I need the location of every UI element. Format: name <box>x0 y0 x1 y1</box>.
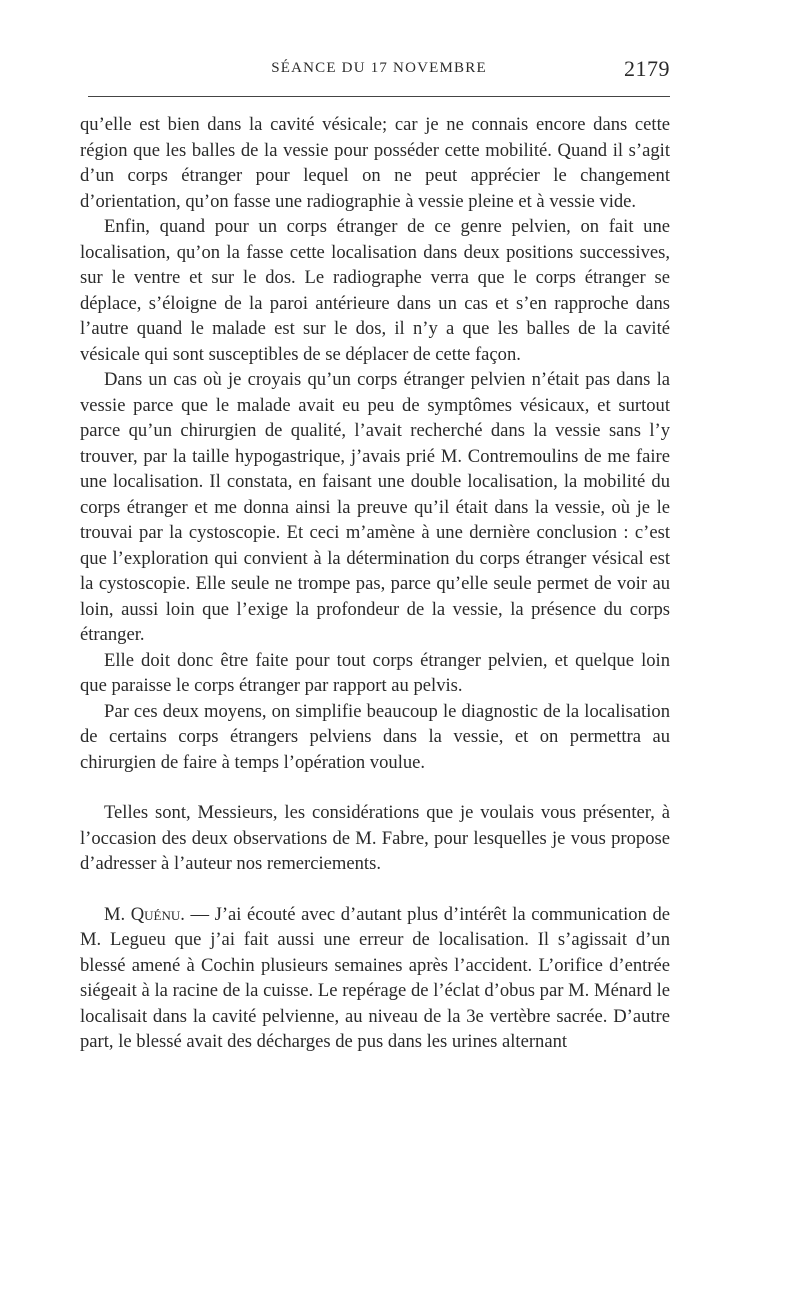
speaker-name: M. Quénu. <box>104 903 185 925</box>
page-number: 2179 <box>624 56 670 81</box>
header-rule <box>88 96 670 97</box>
paragraph: Par ces deux moyens, on simplifie beaucoup le diagnostic de la localisation de certains corps étrangers pelviens dans la vessie, et on permettra au chirurgien de faire à temps l’opération voulue. <box>80 700 670 773</box>
paragraph-closing: Telles sont, Messieurs, les considérations que je voulais vous présenter, à l’occasion des deux observations de M. Fabre, pour lesquelles je vous propose d’adresser à l’auteur nos remerciements. <box>80 802 670 874</box>
paragraph: Enfin, quand pour un corps étranger de ce genre pelvien, on fait une localisation, qu’on la fasse cette localisation dans deux positions successives, sur le ventre et sur le dos. Le radiographe verra que le corps étranger se déplace, s’éloigne de la paroi antérieure dans un cas et s’en rapproche dans l’autre quand le malade est sur le dos, il n’y a que les balles de la cavité vésicale qui sont susceptibles de se déplacer de cette façon. <box>80 216 670 365</box>
paragraph-continued: qu’elle est bien dans la cavité vésicale; car je ne connais encore dans cette région que les balles de la vessie pour posséder cette mobilité. Quand il s’agit d’un corps étranger pour lequel on ne peut apprécier le changement d’orientation, qu’on fasse une radiographie à vessie pleine et à vessie vide. <box>80 114 670 212</box>
paragraph-speaker-remark <box>80 902 670 1055</box>
paragraph: Elle doit donc être faite pour tout corps étranger pelvien, et quelque loin que paraisse le corps étranger par rapport au pelvis. <box>80 649 670 696</box>
body-text <box>80 112 670 1055</box>
speaker-remark-text: — J’ai écouté avec d’autant plus d’intérêt la communication de M. Legueu que j’ai fait aussi une erreur de localisation. Il s’agissait d’un blessé amené à Cochin plusieurs semaines après l’accident. L’orifice d’entrée siégeait à la racine de la cuisse. Le repérage de l’éclat d’obus par M. Ménard le localisait dans la cavité pelvienne, au niveau de la 3e vertèbre sacrée. D’autre part, le blessé avait des décharges de pus dans les urines alternant <box>80 903 670 1052</box>
paragraph: Dans un cas où je croyais qu’un corps étranger pelvien n’était pas dans la vessie parce que le malade avait eu peu de symptômes vésicaux, et surtout parce qu’un chirurgien de qualité, l’avait recherché dans la vessie sans l’y trouver, par la taille hypogastrique, j’avais prié M. Contremoulins de me faire une localisation. Il constata, en faisant une double localisation, la mobilité du corps étranger et me donna ainsi la preuve qu’il était dans la vessie, où je le trouvai par la cystoscopie. Et ceci m’amène à une dernière conclusion : c’est que l’exploration qui convient à la détermination du corps étranger vésical est la cystoscopie. Elle seule ne trompe pas, parce qu’elle seule permet de voir au loin, aussi loin que l’exige la profondeur de la vessie, la présence du corps étranger. <box>80 369 670 645</box>
running-title: SÉANCE DU 17 NOVEMBRE <box>271 60 487 76</box>
page-header <box>88 56 670 86</box>
